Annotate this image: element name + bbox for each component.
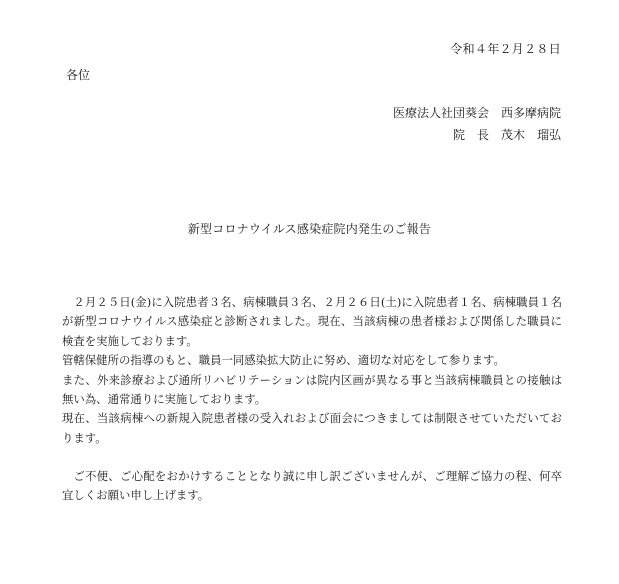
body-paragraph-4: 現在、当該病棟への新規入院患者様の受入れおよび面会につきましては制限させていただいております。 <box>62 411 562 445</box>
document-date: 令和４年２月２８日 <box>450 42 561 56</box>
closing-paragraph: ご不便、ご心配をおかけすることとなり誠に申し訳ございませんが、ご理解ご協力の程、何卒宜しくお願い申し上げます。 <box>62 469 562 503</box>
body-paragraph-3: また、外来診療および通所リハビリテーションは院内区画が異なる事と当該病棟職員との接触は無い為、通常通りに実施しております。 <box>62 372 562 407</box>
addressee: 各位 <box>66 68 91 82</box>
sender-organization: 医療法人社団葵会 西多摩病院 <box>392 106 561 120</box>
document-title: 新型コロナウイルス感染症院内発生のご報告 <box>187 222 432 236</box>
document-body <box>62 293 562 448</box>
sender-block <box>393 102 561 146</box>
body-paragraph-2: 管轄保健所の指導のもと、職員一同感染拡大防止に努め、適切な対応をして参ります。 <box>62 353 505 368</box>
body-paragraph-1: ２月２５日(金)に入院患者３名、病棟職員３名、２月２６日(土)に入院患者１名、病棟職員１名が新型コロナウイルス感染症と診断されました。現在、当該病棟の患者様および関係した職員に検査を実施しております。 <box>62 295 562 348</box>
sender-director: 院 長 茂木 瑠弘 <box>452 128 561 142</box>
